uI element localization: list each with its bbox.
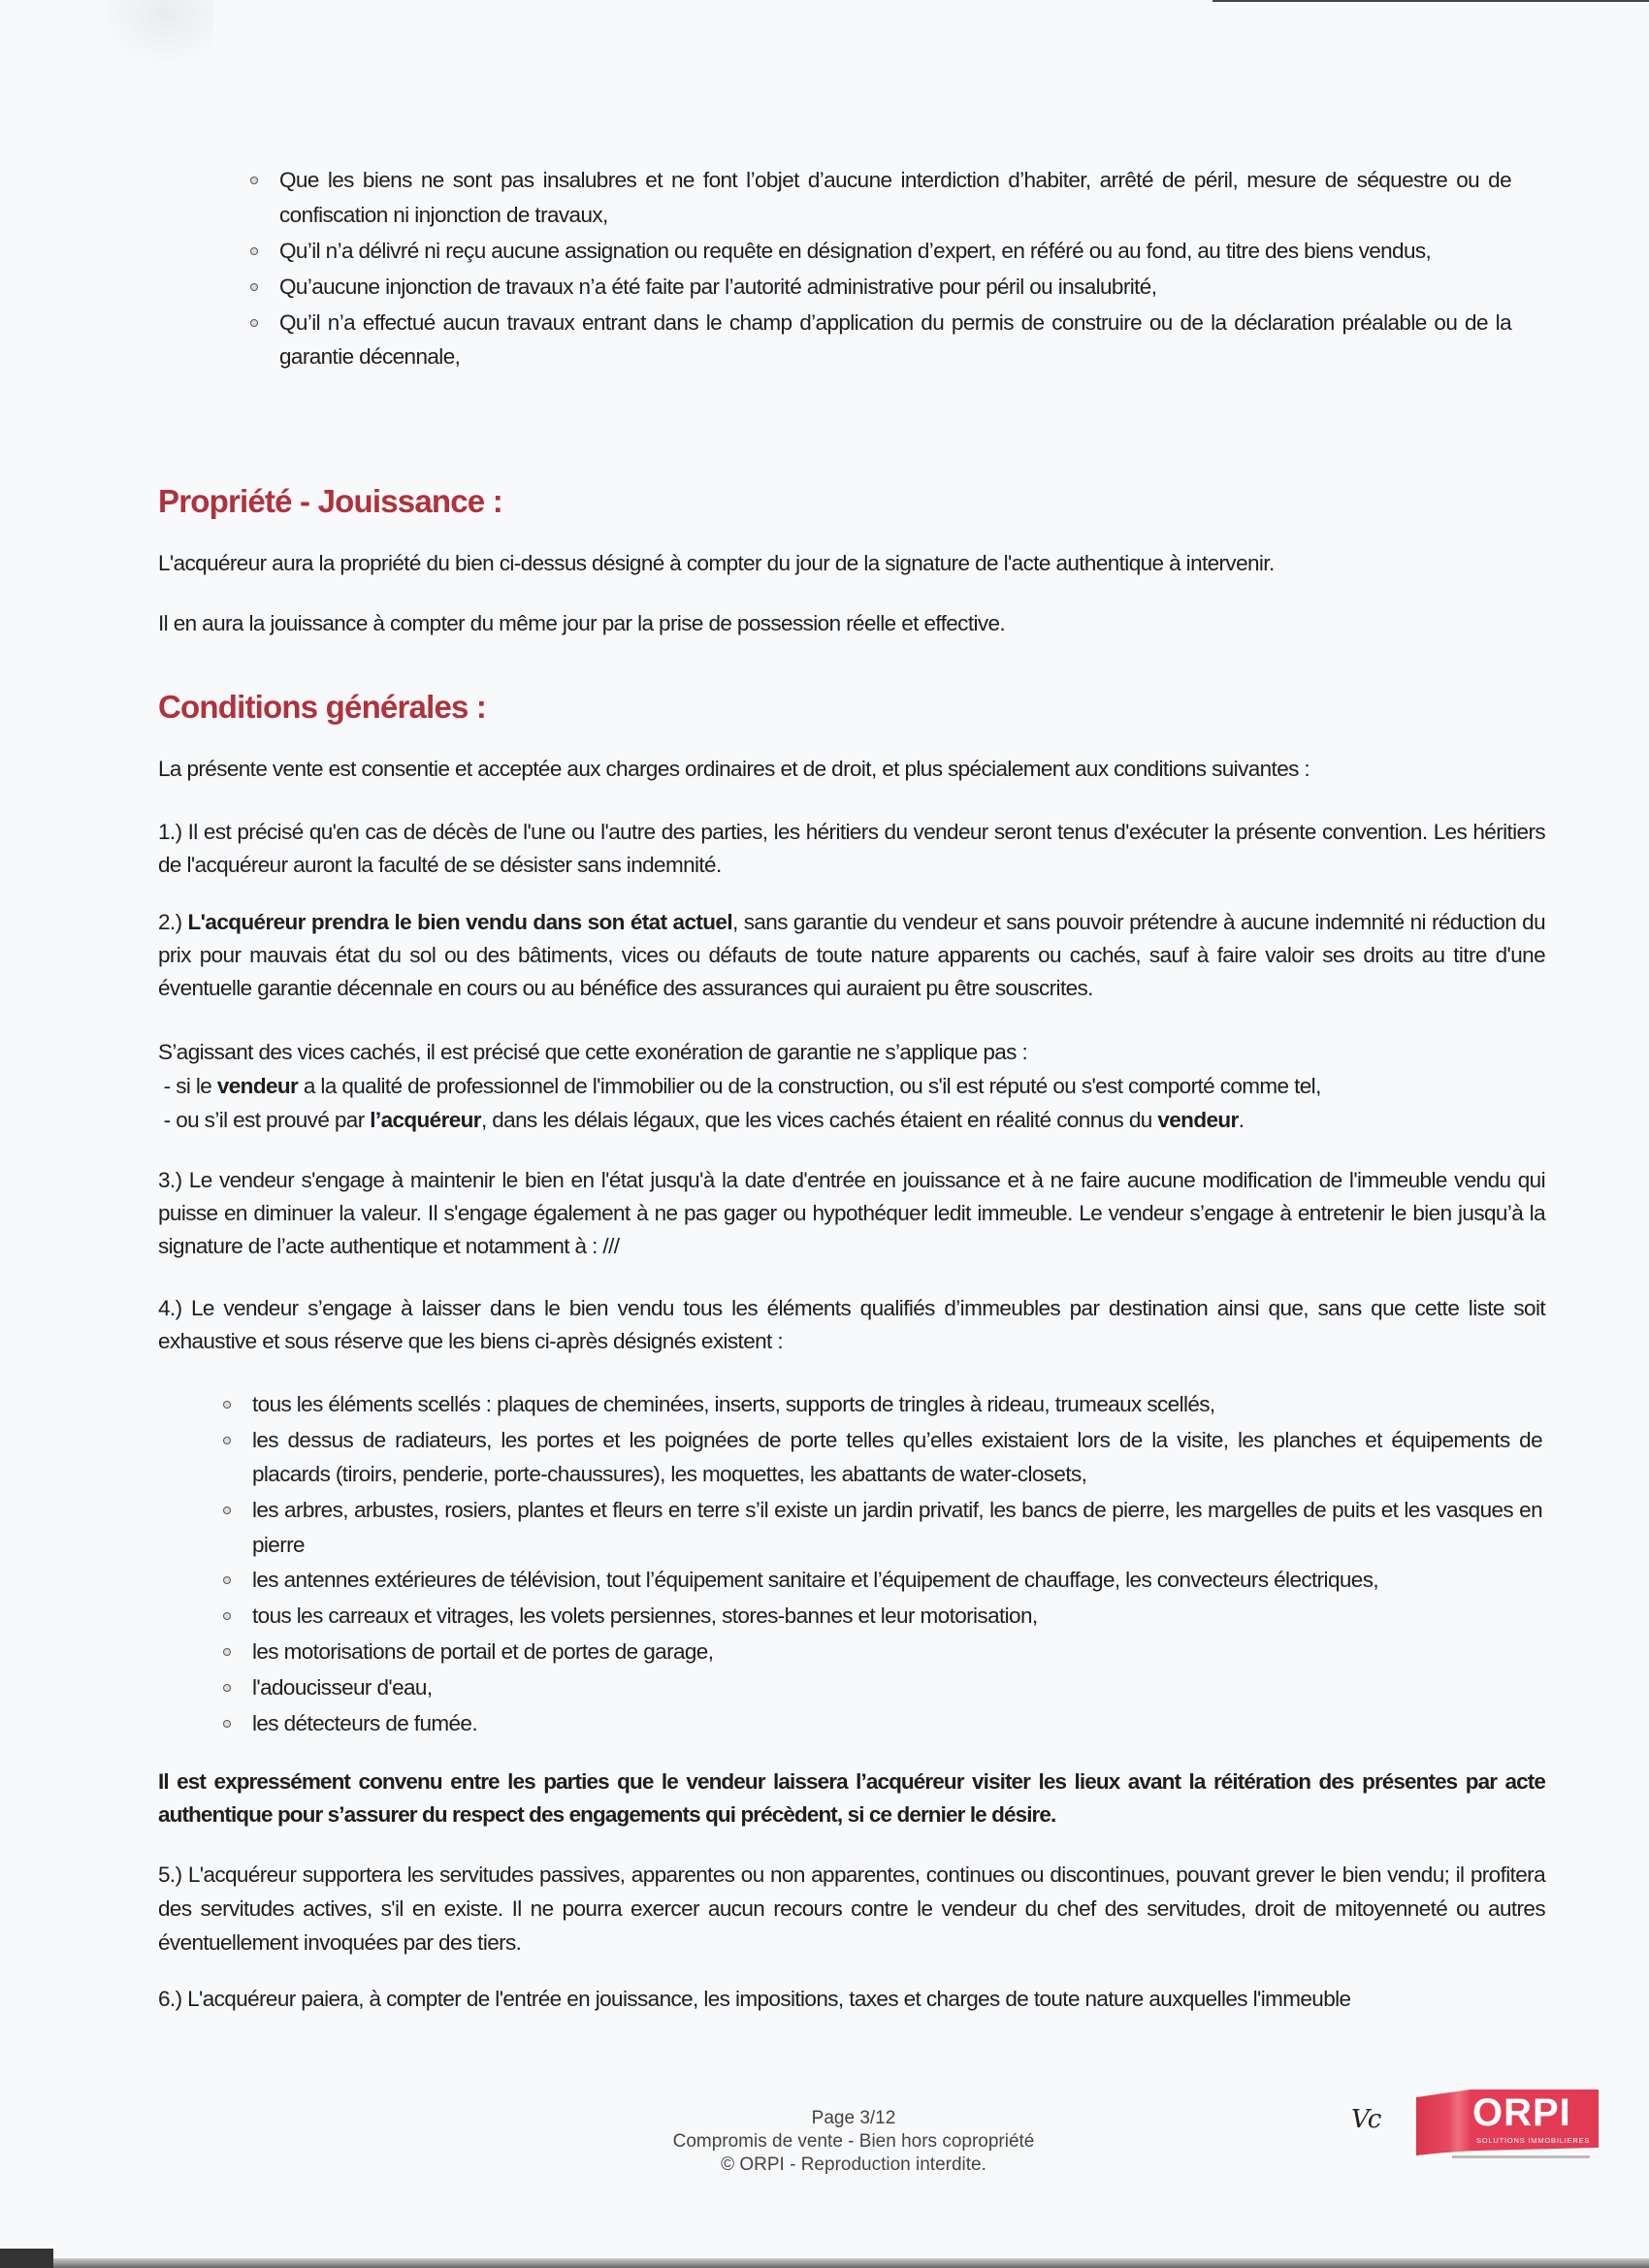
bullet-icon: [223, 1684, 231, 1692]
logo-tagline: SOLUTIONS IMMOBILIERES: [1476, 2136, 1591, 2145]
hidden-defects-case-b: - ou s’il est prouvé par l’acquéreur, dans les délais légaux, que les vices cachés étaient en réalité connus du vendeur.: [158, 1108, 1245, 1132]
hidden-defects-case-a: - si le vendeur a la qualité de professionnel de l'immobilier ou de la construction, ou s'il est réputé ou s'est comporté comme tel,: [158, 1074, 1321, 1098]
list-item: les arbres, arbustes, rosiers, plantes et fleurs en terre s’il existe un jardin privatif, les bancs de pierre, les margelles de puits et les vasques en pierre: [223, 1493, 1542, 1562]
section-heading-propriete: Propriété - Jouissance :: [158, 483, 502, 519]
seller-declarations-list: [250, 163, 1511, 375]
bullet-icon: [250, 283, 258, 291]
list-item: Qu’il n’a effectué aucun travaux entrant dans le champ d’application du permis de construire ou de la déclaration préalable ou de la garantie décennale,: [250, 306, 1511, 374]
list-item: Que les biens ne sont pas insalubres et ne font l’objet d’aucune interdiction d’habiter, arrêté de péril, mesure de séquestre ou de confiscation ni injonction de travaux,: [250, 163, 1511, 232]
hidden-defects-clause: S’agissant des vices cachés, il est précisé que cette exonération de garantie ne s’applique pas : - si le vendeur a la qualité de professionnel de l'immobilier ou de la construction, ou s'il est réputé ou s'est comporté comme tel, - ou s’il est prouvé par l’acquéreur, dans les délais légaux, que les vices cachés étaient en réalité connus du vendeur.: [158, 1035, 1555, 1137]
list-item: tous les carreaux et vitrages, les volets persiennes, stores-bannes et leur motorisation,: [223, 1599, 1542, 1634]
list-item: les antennes extérieures de télévision, tout l’équipement sanitaire et l’équipement de chauffage, les convecteurs électriques,: [223, 1563, 1542, 1598]
scan-edge-top: [1212, 0, 1649, 2]
orpi-logo: [1416, 2088, 1599, 2159]
condition-6: 6.) L'acquéreur paiera, à compter de l'entrée en jouissance, les impositions, taxes et charges de toute nature auxquelles l'immeuble: [158, 1987, 1351, 2011]
bullet-icon: [223, 1401, 231, 1409]
list-item: les dessus de radiateurs, les portes et les poignées de porte telles qu’elles existaient lors de la visite, les planches et équipements de placards (tiroirs, penderie, porte-chaussures), les moquettes, les abattants de water-closets,: [223, 1423, 1542, 1492]
bullet-icon: [223, 1720, 231, 1728]
propriete-paragraph: L'acquéreur aura la propriété du bien ci-dessus désigné à compter du jour de la signature de l'acte authentique à intervenir.: [158, 551, 1275, 575]
page-number: Page 3/12: [811, 2108, 896, 2128]
list-item: les détecteurs de fumée.: [223, 1706, 1542, 1741]
page-footer: [582, 2107, 1125, 2177]
bullet-icon: [223, 1507, 231, 1514]
logo-wordmark: ORPI: [1472, 2091, 1571, 2134]
conditions-intro: La présente vente est consentie et acceptée aux charges ordinaires et de droit, et plus spécialement aux conditions suivantes :: [158, 757, 1310, 781]
list-item: Qu’il n’a délivré ni reçu aucune assignation ou requête en désignation d’expert, en référé ou au fond, au titre des biens vendus,: [250, 234, 1511, 269]
condition-4: 4.) Le vendeur s’engage à laisser dans le bien vendu tous les éléments qualifiés d’immeubles par destination ainsi que, sans que cette liste soit exhaustive et sous réserve que les biens ci-après désignés existent :: [158, 1296, 1545, 1353]
bullet-icon: [250, 247, 258, 255]
bullet-icon: [223, 1612, 231, 1620]
fixtures-list: [223, 1387, 1542, 1741]
visit-clause: Il est expressément convenu entre les parties que le vendeur laissera l’acquéreur visiter les lieux avant la réitération des présentes par acte authentique pour s’assurer du respect des engagements qui précèdent, si ce dernier le désire.: [158, 1769, 1545, 1827]
condition-5: 5.) L'acquéreur supportera les servitudes passives, apparentes ou non apparentes, continues ou discontinues, pouvant grever le bien vendu; il profitera des servitudes actives, s'il en existe. Il ne pourra exercer aucun recours contre le vendeur du chef des servitudes, droit de mitoyenneté ou autres éventuellement invoquées par des tiers.: [158, 1863, 1545, 1955]
scan-smudge: [97, 0, 213, 68]
list-item: Qu’aucune injonction de travaux n’a été faite par l’autorité administrative pour péril ou insalubrité,: [250, 270, 1511, 305]
condition-1: 1.) Il est précisé qu'en cas de décès de l'une ou l'autre des parties, les héritiers du vendeur seront tenus d'exécuter la présente convention. Les héritiers de l'acquéreur auront la faculté de se désister sans indemnité.: [158, 820, 1545, 877]
bullet-icon: [250, 177, 258, 184]
bullet-icon: [223, 1437, 231, 1444]
copyright-notice: © ORPI - Reproduction interdite.: [721, 2155, 986, 2175]
list-item: l'adoucisseur d'eau,: [223, 1670, 1542, 1705]
bullet-icon: [223, 1648, 231, 1656]
list-item: les motorisations de portail et de portes de garage,: [223, 1635, 1542, 1669]
handwritten-initials: Vc: [1351, 2105, 1380, 2134]
scan-edge-bottom: [0, 2258, 1649, 2268]
logo-shadow: [1452, 2155, 1590, 2158]
condition-2: 2.) L'acquéreur prendra le bien vendu dans son état actuel, sans garantie du vendeur et sans pouvoir prétendre à aucune indemnité ni réduction du prix pour mauvais état du sol ou des bâtiments, vices ou défauts de toute nature apparents ou cachés, sauf à faire valoir ses droits au titre d'une éventuelle garantie décennale en cours ou au bénéfice des assurances qui auraient pu être souscrites.: [158, 910, 1546, 1000]
section-heading-conditions: Conditions générales :: [158, 689, 487, 725]
scan-edge-corner: [0, 2249, 53, 2268]
bullet-icon: [250, 319, 258, 327]
list-item: tous les éléments scellés : plaques de cheminées, inserts, supports de tringles à rideau, trumeaux scellés,: [223, 1387, 1542, 1422]
document-title: Compromis de vente - Bien hors copropriété: [672, 2131, 1035, 2152]
condition-3: 3.) Le vendeur s'engage à maintenir le bien en l'état jusqu'à la date d'entrée en jouissance et à ne faire aucune modification de l'immeuble vendu qui puisse en diminuer la valeur. Il s'engage également à ne pas gager ou hypothéquer ledit immeuble. Le vendeur s’engage à entretenir le bien jusqu’à la signature de l’acte authentique et notamment à : ///: [158, 1168, 1545, 1258]
jouissance-paragraph: Il en aura la jouissance à compter du même jour par la prise de possession réelle et effective.: [158, 611, 1006, 635]
bullet-icon: [223, 1576, 231, 1584]
